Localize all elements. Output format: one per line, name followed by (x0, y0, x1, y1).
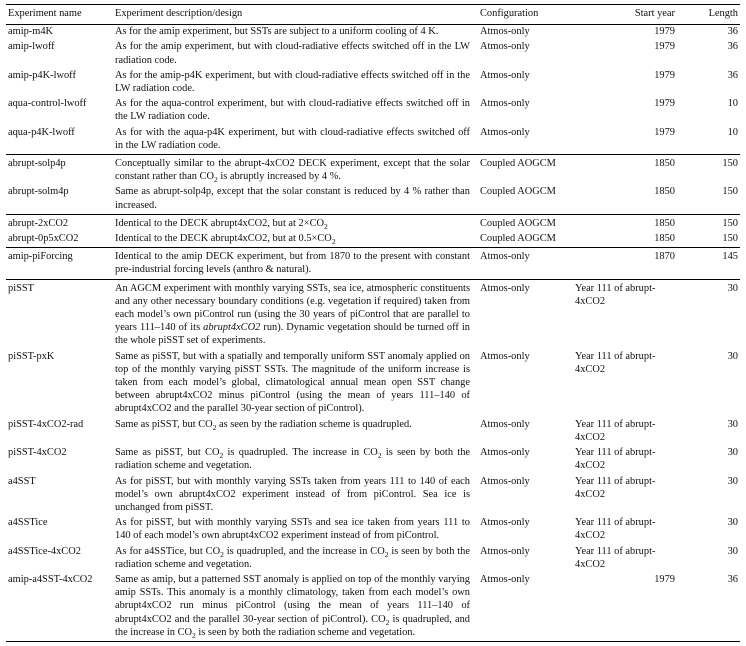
table-row (6, 214, 740, 232)
cell-configuration: Atmos-only (480, 41, 530, 53)
cell-length: 150 (687, 185, 740, 214)
cell-start-year: 1979 (569, 573, 687, 642)
cell-length: 36 (727, 26, 738, 38)
cell-description: Same as piSST, but $CO_2$ as seen by the radiation scheme is quadrupled. (115, 418, 412, 432)
cell-experiment-name: amip-a4SST-4xCO2 (6, 573, 113, 642)
cell-length: 150 (722, 217, 738, 229)
cell-start-year: Year 111 of abrupt-4xCO2 (575, 475, 656, 500)
table-row (6, 446, 740, 474)
cell-start-year: 1979 (654, 98, 675, 110)
cell-experiment-name: abrupt-solm4p (6, 185, 113, 214)
cell-description: As for the amip experiment, but with cloud-radiative effects switched off in the LW radiation code. (115, 41, 470, 66)
table-row (6, 573, 740, 642)
cell-experiment-name: abrupt-solp4p (8, 158, 66, 170)
cell-configuration: Atmos-only (480, 418, 530, 430)
cell-description: As for the amip-p4K experiment, but with cloud-radiative effects switched off in the LW radiation code. (115, 69, 470, 95)
cell-start-year: 1979 (654, 41, 675, 53)
cell-description: Identical to the amip DECK experiment, but from 1870 to the present with constant pre-industrial forcing levels (anthro & natural). (113, 248, 478, 279)
header-start-year: Start year (569, 5, 687, 25)
cell-configuration: Atmos-only (480, 26, 530, 38)
cell-experiment-name: aqua-p4K-lwoff (6, 126, 113, 155)
cell-experiment-name: aqua-control-lwoff (8, 98, 87, 110)
cell-experiment-name: amip-m4K (8, 26, 54, 38)
cell-description: Same as piSST, but $CO_2$ is quadrupled. The increase in $CO_2$ is seen by both the radiation scheme and vegetation. (115, 447, 471, 472)
cell-experiment-name: piSST (8, 282, 34, 294)
cell-description: Conceptually similar to the abrupt-4xCO2 DECK experiment, except that the solar constant rather than $CO_2$ is abruptly increased by 4 %. (115, 158, 470, 185)
cell-start-year: 1870 (569, 248, 687, 279)
cell-start-year: Year 111 of abrupt-4xCO2 (575, 282, 656, 307)
cell-description: Same as abrupt-solp4p, except that the solar constant is reduced by 4 % rather than increased. (113, 185, 478, 214)
cell-description: As for piSST, but with monthly varying SSTs and sea ice taken from years 111 to 140 of each model’s own abrupt4xCO2 experiment instead of from piControl. (115, 517, 470, 542)
cell-start-year: Year 111 of abrupt-4xCO2 (575, 418, 656, 443)
cell-configuration: Coupled AOGCM (480, 217, 556, 229)
cell-length: 36 (687, 573, 740, 642)
header-experiment-name: Experiment name (6, 5, 113, 25)
cell-start-year: Year 111 of abrupt-4xCO2 (575, 447, 656, 472)
cell-length: 30 (727, 517, 738, 529)
cell-description: Identical to the DECK abrupt4xCO2, but at $2\times CO_2$ (115, 217, 328, 231)
cell-experiment-name: a4SST (8, 475, 36, 487)
cell-configuration: Atmos-only (480, 475, 530, 487)
cell-length: 30 (727, 350, 738, 362)
cell-experiment-name: a4SSTice (8, 517, 48, 529)
cell-experiment-name: a4SSTice-4xCO2 (8, 545, 81, 557)
cell-configuration: Atmos-only (480, 545, 530, 557)
cell-length: 30 (727, 282, 738, 294)
cell-start-year: 1979 (569, 126, 687, 155)
cell-start-year: 1850 (654, 217, 675, 229)
table-row (6, 25, 740, 41)
cell-length: 30 (727, 418, 738, 430)
cell-experiment-name: amip-lwoff (8, 41, 55, 53)
table-row (6, 40, 740, 68)
table-row (6, 248, 740, 279)
table-row (6, 97, 740, 125)
cell-description: As for the amip experiment, but SSTs are subject to a uniform cooling of 4 K. (115, 26, 439, 38)
table-row (6, 69, 740, 97)
cell-experiment-name: abrupt-0p5xCO2 (6, 232, 113, 248)
cell-experiment-name: amip-p4K-lwoff (8, 69, 76, 81)
cell-experiment-name: piSST-pxK (8, 350, 55, 362)
table-row (6, 185, 740, 214)
cell-length: 30 (727, 447, 738, 459)
cell-configuration: Atmos-only (480, 447, 530, 459)
cell-description: Same as amip, but a patterned SST anomaly is applied on top of the monthly varying amip SSTs. This anomaly is a monthly climatology, taken from each model’s own abrupt4xCO2 run minus piControl (using the mean of years 111–140 of abrupt4xCO2 and the parallel 30-year section of piControl). $CO_2$ is quadrupled, and the increase in $CO_2$ is seen by both the radiation scheme and vegetation. (113, 573, 478, 642)
cell-start-year: 1850 (569, 185, 687, 214)
experiments-table (6, 4, 740, 642)
cell-length: 10 (687, 126, 740, 155)
cell-start-year: 1850 (654, 158, 675, 170)
cell-experiment-name: piSST-4xCO2 (8, 447, 67, 459)
cell-start-year: Year 111 of abrupt-4xCO2 (575, 517, 656, 542)
cell-experiment-name: amip-piForcing (6, 248, 113, 279)
cell-length: 36 (727, 41, 738, 53)
cell-length: 150 (722, 158, 738, 170)
cell-length: 30 (727, 545, 738, 557)
cell-description: As for a4SSTice, but $CO_2$ is quadrupled, and the increase in $CO_2$ is seen by both the radiation scheme and vegetation. (115, 545, 470, 570)
cell-configuration: Atmos-only (480, 98, 530, 110)
cell-length: 145 (687, 248, 740, 279)
table-row (6, 126, 740, 155)
cell-start-year: Year 111 of abrupt-4xCO2 (575, 545, 656, 570)
cell-description: As for piSST, but with monthly varying SSTs taken from years 111 to 140 of each model’s own abrupt4xCO2 experiment instead of from piControl. Sea ice is unchanged from piSST. (115, 475, 470, 513)
cell-description: As for with the aqua-p4K experiment, but with cloud-radiative effects switched off in the LW radiation code. (113, 126, 478, 155)
table-row (6, 545, 740, 573)
table-row (6, 516, 740, 544)
header-configuration: Configuration (478, 5, 569, 25)
cell-description: Identical to the DECK abrupt4xCO2, but at $0.5\times CO_2$ (113, 232, 478, 248)
table-row (6, 232, 740, 248)
table-row (6, 155, 740, 186)
cell-start-year: Year 111 of abrupt-4xCO2 (575, 350, 656, 375)
cell-configuration: Atmos-only (480, 517, 530, 529)
cell-length: 10 (727, 98, 738, 110)
cell-configuration: Coupled AOGCM (480, 158, 556, 170)
cell-description: Same as piSST, but with a spatially and temporally uniform SST anomaly applied on top of the monthly varying piSST SSTs. The magnitude of the uniform increase is taken from each model’s global, climatological annual mean open SST change between abrupt4xCO2 minus piControl (using the mean of years 111–140 of abrupt4xCO2 and the parallel 30-year section of piControl). (115, 350, 470, 415)
cell-length: 36 (727, 69, 738, 81)
table-header-row (6, 5, 740, 25)
header-description: Experiment description/design (113, 5, 478, 25)
cell-length: 30 (727, 475, 738, 487)
cell-start-year: 1850 (569, 232, 687, 248)
cell-configuration: Atmos-only (480, 350, 530, 362)
table-row (6, 350, 740, 418)
table-row (6, 475, 740, 517)
cell-description: An AGCM experiment with monthly varying SSTs, sea ice, atmospheric constituents and any other necessary boundary conditions (e.g. vegetation if required) taken from each model’s own piControl run (using the 30 years of piControl that are parallel to years 111–140 of its abrupt4xCO2 run). Dynamic vegetation should be turned off in the whole piSST set of experiments. (115, 282, 470, 347)
cell-description: As for the aqua-control experiment, but with cloud-radiative effects switched off in the LW radiation code. (115, 98, 470, 123)
header-length: Length (687, 5, 740, 25)
cell-configuration: Coupled AOGCM (478, 185, 569, 214)
cell-start-year: 1979 (654, 69, 675, 81)
cell-configuration: Atmos-only (478, 573, 569, 642)
table-row (6, 279, 740, 350)
cell-length: 150 (687, 232, 740, 248)
cell-experiment-name: abrupt-2xCO2 (8, 217, 69, 229)
cell-configuration: Atmos-only (478, 126, 569, 155)
cell-configuration: Coupled AOGCM (478, 232, 569, 248)
cell-start-year: 1979 (654, 26, 675, 38)
cell-configuration: Atmos-only (478, 248, 569, 279)
cell-configuration: Atmos-only (480, 69, 530, 81)
cell-experiment-name: piSST-4xCO2-rad (8, 418, 84, 430)
table-row (6, 418, 740, 446)
cell-configuration: Atmos-only (480, 282, 530, 294)
